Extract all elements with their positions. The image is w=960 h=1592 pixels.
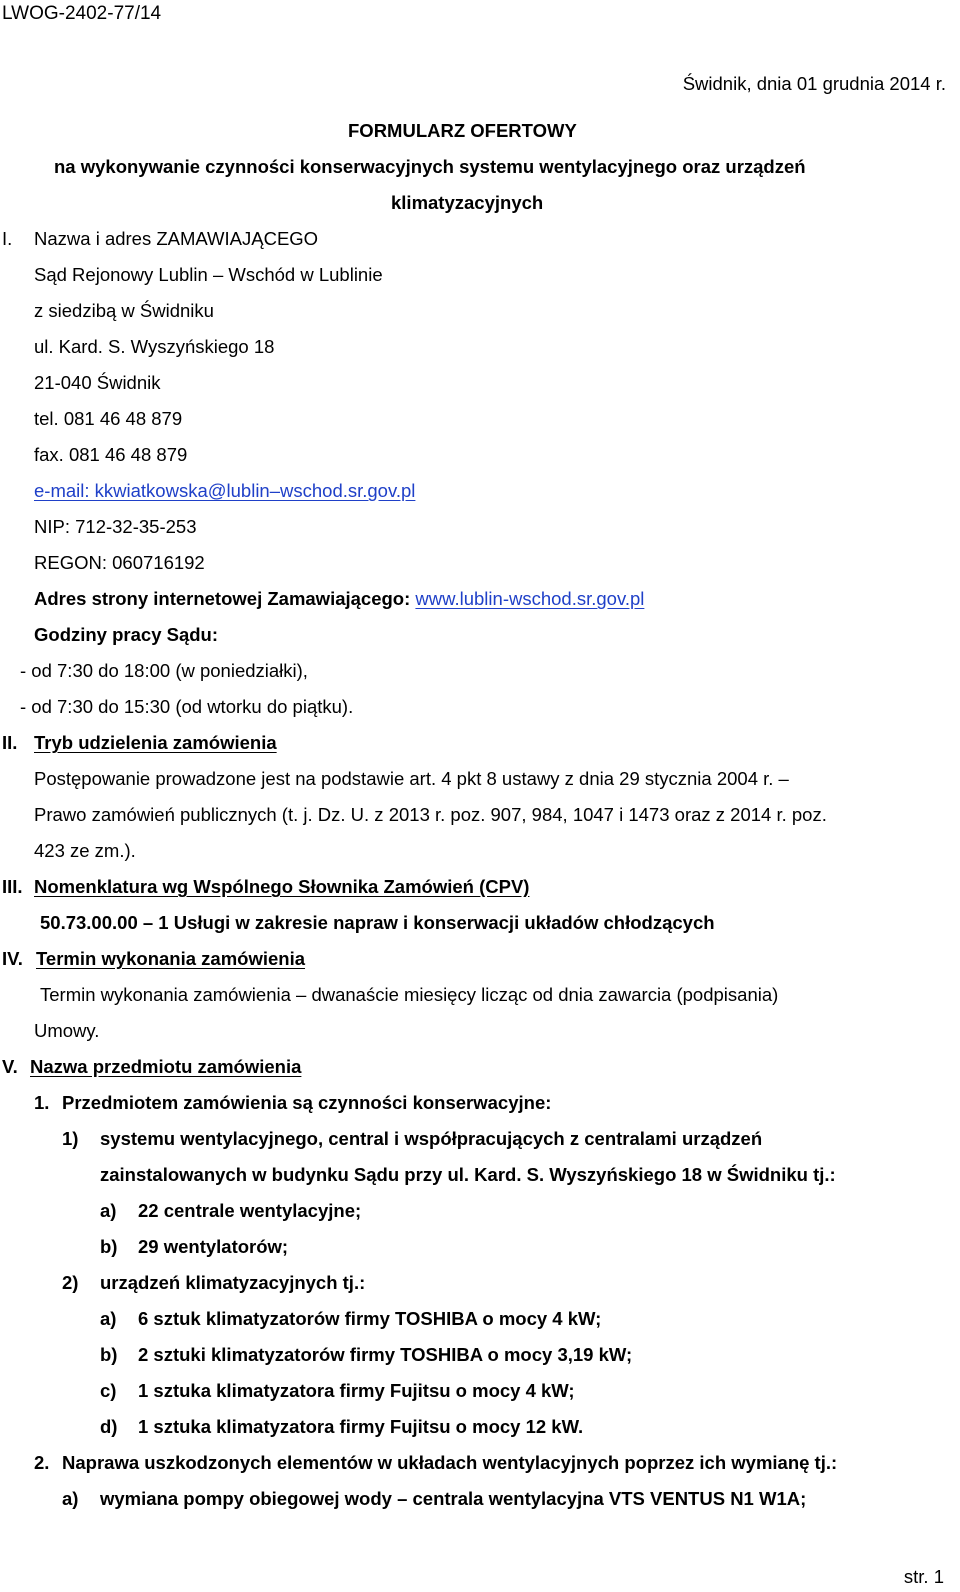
place-date: Świdnik, dnia 01 grudnia 2014 r. (682, 73, 946, 94)
nip-text: NIP: 712-32-35-253 (34, 516, 197, 537)
contracting-seat: z siedzibą w Świdniku (34, 300, 214, 321)
item1-number: 1. (34, 1092, 50, 1113)
section5-number: V. (2, 1056, 18, 1077)
contracting-tel: tel. 081 46 48 879 (34, 408, 183, 429)
point-number: a) (100, 1200, 117, 1221)
point-text: 6 sztuk klimatyzatorów firmy TOSHIBA o mocy 4 kW; (138, 1308, 602, 1329)
item1-sub1-line2: zainstalowanych w budynku Sądu przy ul. Kard. S. Wyszyńskiego 18 w Świdniku tj.: (100, 1164, 836, 1185)
point-text: 1 sztuka klimatyzatora firmy Fujitsu o mocy 12 kW. (138, 1416, 584, 1437)
contracting-name: Sąd Rejonowy Lublin – Wschód w Lublinie (34, 264, 383, 285)
point-text: wymiana pompy obiegowej wody – centrala wentylacyjna VTS VENTUS N1 W1A; (100, 1488, 807, 1509)
page-number: str. 1 (903, 1566, 944, 1587)
procedure-line2: Prawo zamówień publicznych (t. j. Dz. U. z 2013 r. poz. 907, 984, 1047 i 1473 oraz z 2014 r. poz. (34, 804, 827, 825)
website-label: Adres strony internetowej Zamawiającego: (34, 588, 411, 609)
section2-number: II. (2, 732, 18, 753)
deadline-line2: Umowy. (34, 1020, 100, 1041)
deadline-line1: Termin wykonania zamówienia – dwanaście miesięcy licząc od dnia zawarcia (podpisania) (40, 984, 779, 1005)
point-number: d) (100, 1416, 118, 1437)
point-number: a) (62, 1488, 79, 1509)
contracting-postcode: 21-040 Świdnik (34, 372, 161, 393)
contracting-street: ul. Kard. S. Wyszyńskiego 18 (34, 336, 275, 357)
section3-number: III. (2, 876, 23, 897)
point-number: a) (100, 1308, 117, 1329)
document-id: LWOG-2402-77/14 (2, 3, 162, 24)
point-number: c) (100, 1380, 117, 1401)
item2-number: 2. (34, 1452, 50, 1473)
cpv-code: 50.73.00.00 – 1 Usługi w zakresie napraw i konserwacji układów chłodzących (40, 912, 715, 933)
email-link[interactable]: e-mail: kkwiatkowska@lublin–wschod.sr.gov.pl (34, 480, 416, 501)
procedure-line1: Postępowanie prowadzone jest na podstawie art. 4 pkt 8 ustawy z dnia 29 stycznia 2004 r. – (34, 768, 789, 789)
website-row (34, 590, 644, 609)
item1-sub2-number: 2) (62, 1272, 79, 1293)
section2-heading: Tryb udzielenia zamówienia (34, 732, 277, 753)
website-link[interactable]: www.lublin-wschod.sr.gov.pl (415, 588, 645, 609)
section4-number: IV. (2, 948, 23, 969)
section1-number: I. (2, 228, 13, 249)
section4-heading: Termin wykonania zamówienia (36, 948, 306, 969)
contracting-fax: fax. 081 46 48 879 (34, 444, 188, 465)
point-number: b) (100, 1344, 118, 1365)
section1-heading: Nazwa i adres ZAMAWIAJĄCEGO (34, 228, 319, 249)
point-text: 22 centrale wentylacyjne; (138, 1200, 362, 1221)
item1-text: Przedmiotem zamówienia są czynności konserwacyjne: (62, 1092, 552, 1113)
item1-sub1-number: 1) (62, 1128, 79, 1149)
form-title: FORMULARZ OFERTOWY (348, 120, 577, 141)
regon-text: REGON: 060716192 (34, 552, 205, 573)
item1-sub1-line1: systemu wentylacyjnego, central i współpracujących z centralami urządzeń (100, 1128, 763, 1149)
item1-sub2-line1: urządzeń klimatyzacyjnych tj.: (100, 1272, 366, 1293)
hours-label: Godziny pracy Sądu: (34, 624, 219, 645)
point-number: b) (100, 1236, 118, 1257)
hours-weekdays: - od 7:30 do 15:30 (od wtorku do piątku). (20, 696, 354, 717)
point-text: 29 wentylatorów; (138, 1236, 289, 1257)
form-subtitle-line2: klimatyzacyjnych (391, 192, 544, 213)
point-text: 2 sztuki klimatyzatorów firmy TOSHIBA o mocy 3,19 kW; (138, 1344, 633, 1365)
form-subtitle-line1: na wykonywanie czynności konserwacyjnych systemu wentylacyjnego oraz urządzeń (54, 156, 806, 177)
item2-text: Naprawa uszkodzonych elementów w układach wentylacyjnych poprzez ich wymianę tj.: (62, 1452, 838, 1473)
section5-heading: Nazwa przedmiotu zamówienia (30, 1056, 302, 1077)
procedure-line3: 423 ze zm.). (34, 840, 136, 861)
hours-monday: - od 7:30 do 18:00 (w poniedziałki), (20, 660, 308, 681)
point-text: 1 sztuka klimatyzatora firmy Fujitsu o mocy 4 kW; (138, 1380, 575, 1401)
section3-heading: Nomenklatura wg Wspólnego Słownika Zamówień (CPV) (34, 876, 530, 897)
